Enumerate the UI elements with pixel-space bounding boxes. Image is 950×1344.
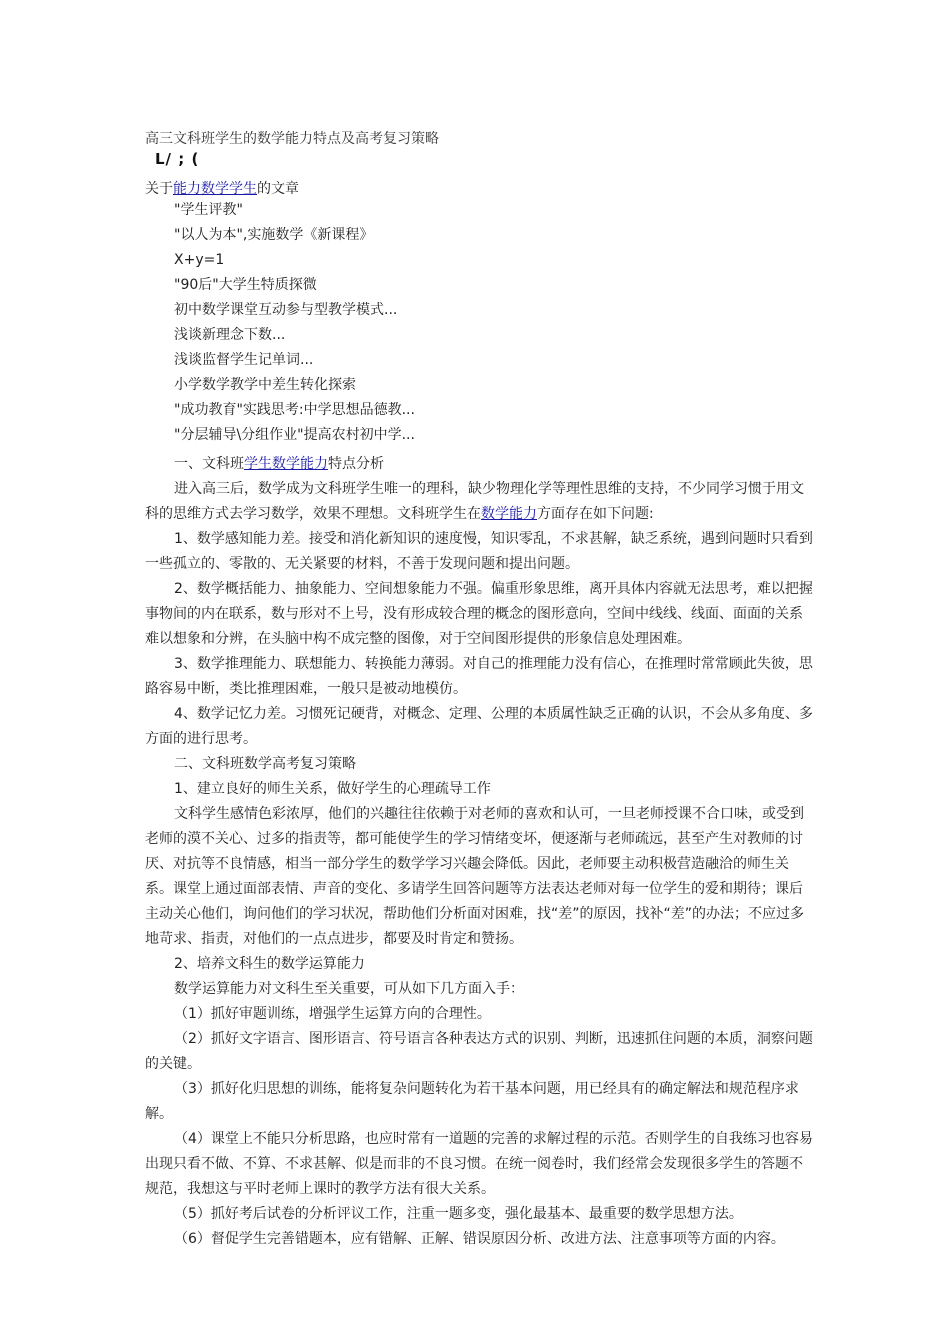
article-title: 高三文科班学生的数学能力特点及高考复习策略 [145, 131, 439, 147]
stray-marks: L/ ; ( [155, 150, 200, 168]
section1-heading [145, 452, 813, 477]
related-article[interactable]: "学生评教" [174, 202, 243, 218]
intro-text: 进入高三后，数学成为文科班学生唯一的理科，缺少物理化学等理性思维的支持，不少同学习惯于用文科的思维方式去学习数学，效果不理想。文科班学生在 [145, 481, 804, 522]
related-article[interactable]: X+y=1 [174, 252, 225, 268]
strategy-item: （2）抓好文字语言、图形语言、符号语言各种表达方式的识别、判断，迅速抓住问题的本质，洞察问题的关键。 [145, 1031, 813, 1072]
article-body [145, 452, 813, 1252]
strategy-1-body: 文科学生感情色彩浓厚，他们的兴趣往往依赖于对老师的喜欢和认可，一旦老师授课不合口味，或受到老师的漠不关心、过多的指责等，都可能使学生的学习情绪变坏，便逐渐与老师疏远，甚至产生对教师的讨厌、对抗等不良情感，相当一部分学生的数学学习兴趣会降低。因此，老师要主动积极营造融洽的师生关系。课堂上通过面部表情、声音的变化、多请学生回答问题等方法表达老师对每一位学生的爱和期待；课后主动关心他们，询问他们的学习状况，帮助他们分析面对困难，找“差”的原因，找补“差”的办法；不应过多地苛求、指责，对他们的一点点进步，都要及时肯定和赞扬。 [145, 806, 805, 947]
section1-heading-suffix: 特点分析 [328, 456, 384, 472]
math-ability-link[interactable]: 数学能力 [481, 506, 537, 522]
related-article[interactable]: 初中数学课堂互动参与型教学模式... [174, 302, 398, 318]
strategy-item: （4）课堂上不能只分析思路，也应时常有一道题的完善的求解过程的示范。否则学生的自我练习也容易出现只看不做、不算、不求甚解、似是而非的不良习惯。在统一阅卷时，我们经常会发现很多学生的答题不规范，我想这与平时老师上课时的教学方法有很大关系。 [145, 1131, 813, 1197]
strategy-2-intro: 数学运算能力对文科生至关重要，可从如下几方面入手： [174, 981, 524, 997]
related-articles-list [174, 202, 415, 452]
problem-3: 3、数学推理能力、联想能力、转换能力薄弱。对自己的推理能力没有信心，在推理时常常顾此失彼，思路容易中断，类比推理困难，一般只是被动地模仿。 [145, 656, 813, 697]
strategy-item: （6）督促学生完善错题本，应有错解、正解、错误原因分析、改进方法、注意事项等方面的内容。 [174, 1231, 785, 1247]
problem-1: 1、数学感知能力差。接受和消化新知识的速度慢，知识零乱，不求甚解，缺乏系统，遇到问题时只看到一些孤立的、零散的、无关紧要的材料，不善于发现问题和提出问题。 [145, 531, 813, 572]
related-article[interactable]: "成功教育"实践思考:中学思想品德教... [174, 402, 415, 418]
related-article[interactable]: 浅谈新理念下数... [174, 327, 286, 343]
section2-heading: 二、文科班数学高考复习策略 [174, 756, 356, 772]
related-article[interactable]: "90后"大学生特质探微 [174, 277, 317, 293]
section1-intro [145, 477, 813, 527]
related-article[interactable]: "以人为本",实施数学《新课程》 [174, 227, 374, 243]
problem-2: 2、数学概括能力、抽象能力、空间想象能力不强。偏重形象思维，离开具体内容就无法思考，难以把握事物间的内在联系，数与形对不上号，没有形成较合理的概念的图形意向，空间中线线、线面、面面的关系难以想象和分辨，在头脑中构不成完整的图像，对于空间图形提供的形象信息处理困难。 [145, 581, 813, 647]
about-prefix: 关于 [145, 181, 173, 197]
about-topic-link[interactable]: 能力数学学生 [173, 181, 257, 197]
strategy-item: （3）抓好化归思想的训练，能将复杂问题转化为若干基本问题，用已经具有的确定解法和规范程序求解。 [145, 1081, 799, 1122]
section1-heading-link[interactable]: 学生数学能力 [244, 456, 328, 472]
related-articles-heading [145, 178, 299, 198]
related-article[interactable]: "分层辅导\分组作业"提高农村初中学... [174, 427, 415, 443]
section1-heading-prefix: 一、文科班 [174, 456, 244, 472]
about-suffix: 的文章 [257, 181, 299, 197]
related-article[interactable]: 浅谈监督学生记单词... [174, 352, 314, 368]
strategy-item: （5）抓好考后试卷的分析评议工作，注重一题多变，强化最基本、最重要的数学思想方法。 [174, 1206, 743, 1222]
related-article[interactable]: 小学数学教学中差生转化探索 [174, 377, 356, 393]
strategy-1-heading: 1、建立良好的师生关系，做好学生的心理疏导工作 [174, 781, 491, 797]
strategy-2-heading: 2、培养文科生的数学运算能力 [174, 956, 365, 972]
strategy-item: （1）抓好审题训练，增强学生运算方向的合理性。 [174, 1006, 491, 1022]
problem-4: 4、数学记忆力差。习惯死记硬背，对概念、定理、公理的本质属性缺乏正确的认识，不会从多角度、多方面的进行思考。 [145, 706, 813, 747]
intro-text-end: 方面存在如下问题: [537, 506, 654, 522]
